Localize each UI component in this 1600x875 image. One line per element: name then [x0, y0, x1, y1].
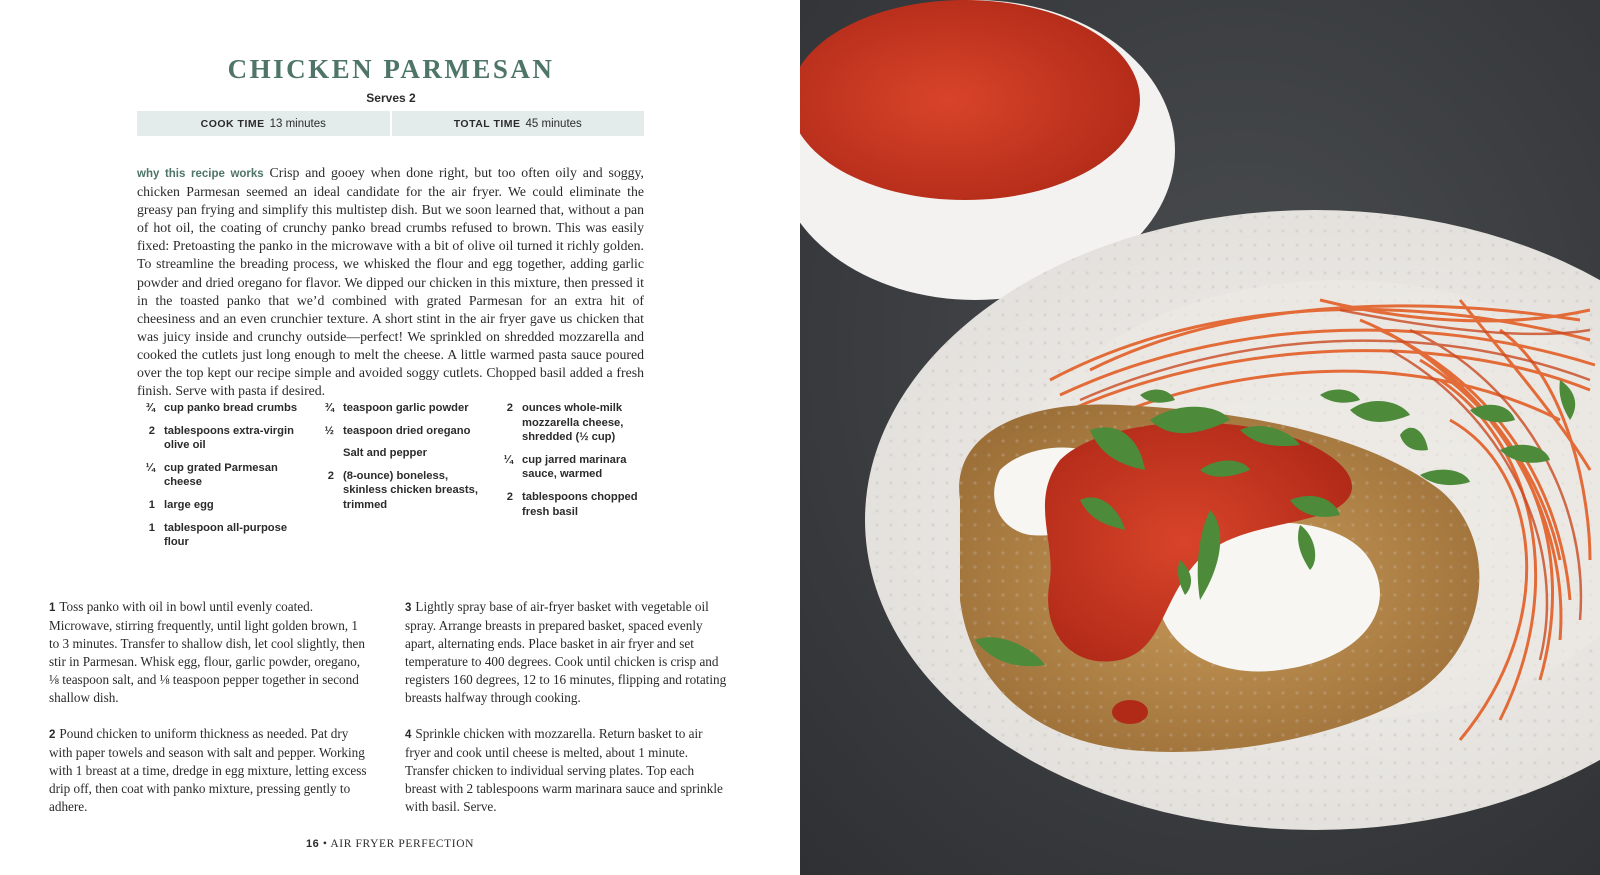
page-number: 16 [305, 838, 320, 850]
cook-time-value: 13 minutes [269, 117, 326, 130]
intro-lead: why this recipe works [137, 168, 264, 180]
ingredient: 2 tablespoons chopped fresh basil [506, 490, 638, 518]
cook-time [137, 111, 390, 136]
ingredient: ¼ cup jarred marinara sauce, warmed [503, 453, 627, 481]
food-photo [800, 0, 1600, 875]
ingredient: 2 (8-ounce) boneless, skinless chicken breasts, trimmed [327, 469, 478, 511]
ingredient: 1 tablespoon all-purpose flour [148, 521, 288, 549]
cook-time-label: COOK TIME [200, 117, 265, 130]
step-2: 2 Pound chicken to uniform thickness as needed. Pat dry with paper towels and season with salt and pepper. Working with 1 breast at a time, dredge in egg mixture, letting excess drip off, then coat with panko mixture, pressing gently to adhere. [49, 726, 367, 815]
ingredient: ¼ cup grated Parmesan cheese [145, 461, 278, 489]
ingredient: ½ teaspoon dried oregano [324, 424, 471, 437]
total-time [392, 111, 645, 136]
step-4: 4 Sprinkle chicken with mozzarella. Return basket to air fryer and cook until cheese is melted, about 1 minute. Transfer chicken to individual serving plates. Top each breast with 2 tablespoons warm marinara sauce and sprinkle with basil. Serve. [405, 726, 723, 815]
recipe-title: CHICKEN PARMESAN [227, 54, 555, 84]
intro-paragraph [137, 164, 644, 400]
total-time-value: 45 minutes [525, 117, 582, 130]
ingredient: 2 tablespoons extra-virgin olive oil [148, 424, 294, 452]
ingredient: Salt and pepper [343, 447, 427, 460]
total-time-label: TOTAL TIME [453, 117, 521, 130]
bowl-sauce [800, 0, 1140, 200]
ingredients-column-1 [137, 401, 307, 558]
footer-separator: • [322, 838, 328, 850]
intro-body: Crisp and gooey when done right, but too often oily and soggy, chicken Parmesan seemed an ideal candidate for the air fryer. We could eliminate the greasy pan frying and simplify this multistep dish. But we soon learned that, without a pan of hot oil, the coating of crunchy panko bread crumbs refused to brown. This was easily fixed: Pretoasting the panko in the microwave with a bit of olive oil turned it richly golden. To streamline the breading process, we whisked the flour and egg together, adding garlic powder and dried oregano for flavor. We dipped our chicken in this mixture, then pressed it in the toasted panko that we’d combined with grated Parmesan for an extra hit of cheesiness and an even crunchier texture. A short stint in the air fryer gave us chicken that was juicy inside and crunchy outside—perfect! We sprinkled on shredded mozzarella and cooked the cutlets just long enough to melt the cheese. A little warmed pasta sauce poured over the top kept our recipe simple and avoided soggy cutlets. Chopped basil added a fresh finish. Serve with pasta if desired. [137, 165, 645, 399]
step-1: 1 Toss panko with oil in bowl until evenly coated. Microwave, stirring frequently, until light golden brown, 1 to 3 minutes. Transfer to shallow dish, let cool slightly, then stir in Parmesan. Whisk egg, flour, garlic powder, oregano, ⅛ teaspoon salt, and ⅛ teaspoon pepper together in second shallow dish. [49, 599, 365, 706]
page-footer [150, 838, 630, 850]
serves-label: Serves 2 [366, 91, 416, 105]
ingredients-column-2 [316, 401, 486, 521]
time-bar [137, 111, 644, 136]
chicken-parmesan-photo [800, 0, 1600, 875]
book-title: AIR FRYER PERFECTION [330, 838, 475, 850]
step-3: 3 Lightly spray base of air-fryer basket with vegetable oil spray. Arrange breasts in prepared basket, spaced evenly apart, alternating ends. Place basket in air fryer and set temperature to 400 degrees. Cook until chicken is crisp and registers 160 degrees, 12 to 16 minutes, flipping and rotating breasts halfway through cooking. [405, 599, 727, 706]
ingredients-column-3 [495, 401, 645, 527]
ingredient: 1 large egg [148, 498, 214, 511]
ingredient: ¾ cup panko bread crumbs [145, 402, 298, 414]
ingredient: ¾ teaspoon garlic powder [324, 402, 469, 414]
ingredient: 2 ounces whole-milk mozzarella cheese, shredded (½ cup) [506, 402, 624, 444]
